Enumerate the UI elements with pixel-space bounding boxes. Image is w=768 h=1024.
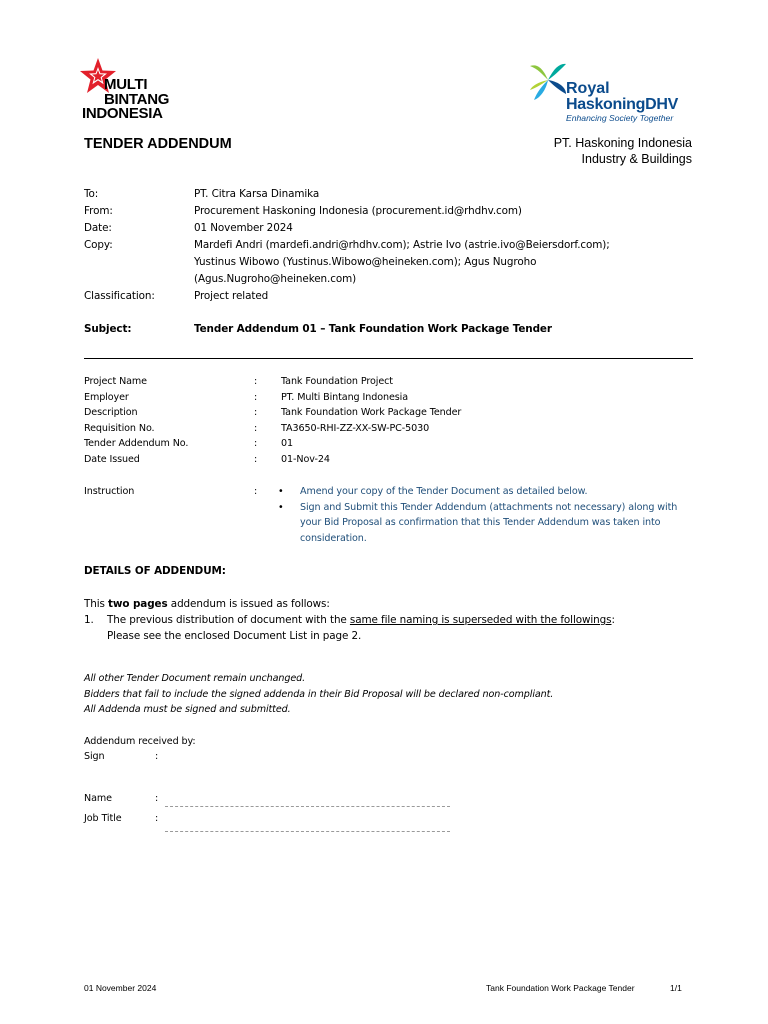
separator-colon: : <box>254 376 258 387</box>
employer-label: Employer <box>84 391 129 403</box>
separator-colon: : <box>254 407 258 418</box>
footer-doc-title: Tank Foundation Work Package Tender <box>486 983 635 993</box>
footer-page-number: 1/1 <box>670 983 682 993</box>
instruction-list <box>276 484 696 546</box>
company-name: PT. Haskoning Indonesia <box>553 136 692 150</box>
note-line-1: All other Tender Document remain unchanged. <box>84 673 306 684</box>
name-label: Name <box>84 793 112 804</box>
section-divider <box>84 358 693 359</box>
project-name-value: Tank Foundation Project <box>281 376 393 387</box>
item-text-pre: The previous distribution of document with the <box>107 614 350 626</box>
to-value: PT. Citra Karsa Dinamika <box>194 188 320 200</box>
item-number: 1. <box>84 614 94 626</box>
classification-label: Classification: <box>84 290 155 302</box>
date-issued-label: Date Issued <box>84 454 140 465</box>
logo-text-multi: MULTI <box>104 76 148 93</box>
description-label: Description <box>84 407 138 418</box>
instruction-text-2-line-2: your Bid Proposal as confirmation that this Tender Addendum was taken into <box>300 517 661 528</box>
copy-line-3: (Agus.Nugroho@heineken.com) <box>194 273 357 285</box>
to-label: To: <box>84 188 99 200</box>
job-title-label: Job Title <box>84 813 122 824</box>
instruction-label: Instruction <box>84 486 135 497</box>
addendum-no-value: 01 <box>281 438 294 449</box>
division-name: Industry & Buildings <box>581 152 692 166</box>
instruction-text-2-line-1: Sign and Submit this Tender Addendum (attachments not necessary) along with <box>300 501 678 513</box>
separator-colon: : <box>254 486 258 497</box>
subject-value: Tender Addendum 01 – Tank Foundation Work Package Tender <box>194 323 552 335</box>
separator-colon: : <box>254 438 258 449</box>
separator-colon: : <box>155 813 159 824</box>
footer-date: 01 November 2024 <box>84 983 157 993</box>
separator-colon: : <box>155 751 159 762</box>
instruction-text-1: Amend your copy of the Tender Document as detailed below. <box>300 486 588 497</box>
item-text-post: : <box>611 614 615 626</box>
document-title: TENDER ADDENDUM <box>84 136 232 152</box>
project-name-label: Project Name <box>84 376 147 387</box>
employer-value: PT. Multi Bintang Indonesia <box>281 391 408 403</box>
item-line-1 <box>107 612 615 629</box>
separator-colon: : <box>254 454 258 465</box>
description-value: Tank Foundation Work Package Tender <box>281 407 462 418</box>
logo-text-indonesia: INDONESIA <box>82 105 163 122</box>
from-value: Procurement Haskoning Indonesia (procurement.id@rhdhv.com) <box>194 205 522 217</box>
logo-text-haskoningdhv: HaskoningDHV <box>566 96 678 113</box>
date-issued-value: 01-Nov-24 <box>281 454 330 465</box>
copy-line-1: Mardefi Andri (mardefi.andri@rhdhv.com); Astrie Ivo (astrie.ivo@Beiersdorf.com); <box>194 239 610 251</box>
bullet-icon: • <box>278 501 284 513</box>
logo-tagline: Enhancing Society Together <box>566 113 674 123</box>
details-heading: DETAILS OF ADDENDUM: <box>84 565 226 577</box>
instruction-item <box>276 500 696 547</box>
requisition-label: Requisition No. <box>84 422 155 434</box>
sign-label: Sign <box>84 751 105 762</box>
bullet-icon: • <box>278 486 284 497</box>
instruction-text-2-line-3: consideration. <box>300 532 367 544</box>
subject-label: Subject: <box>84 323 132 335</box>
note-line-2: Bidders that fail to include the signed addenda in their Bid Proposal will be declared non-compliant. <box>84 689 554 700</box>
date-value: 01 November 2024 <box>194 222 293 234</box>
separator-colon: : <box>254 391 258 403</box>
item-text-underlined: same file naming is superseded with the followings <box>349 614 612 626</box>
logo-text-royal: Royal <box>566 80 610 97</box>
from-label: From: <box>84 205 113 217</box>
separator-colon: : <box>155 793 159 804</box>
classification-value: Project related <box>194 290 269 302</box>
date-label: Date: <box>84 222 112 234</box>
logo-text-bintang: BINTANG <box>104 91 170 108</box>
note-line-3: All Addenda must be signed and submitted. <box>84 704 291 715</box>
copy-line-2: Yustinus Wibowo (Yustinus.Wibowo@heineken.com); Agus Nugroho <box>194 256 537 268</box>
details-intro-bold: two pages <box>108 598 168 610</box>
multi-bintang-logo <box>78 56 188 122</box>
instruction-item <box>276 484 696 500</box>
details-intro <box>84 596 330 613</box>
receipt-heading: Addendum received by: <box>84 736 196 747</box>
requisition-value: TA3650-RHI-ZZ-XX-SW-PC-5030 <box>281 422 430 434</box>
separator-colon: : <box>254 422 258 434</box>
rhdhv-emblem-icon <box>528 60 568 102</box>
item-line-2: Please see the enclosed Document List in page 2. <box>107 630 362 642</box>
addendum-no-label: Tender Addendum No. <box>84 438 189 449</box>
copy-label: Copy: <box>84 239 113 251</box>
job-title-signature-line[interactable] <box>165 831 450 832</box>
details-intro-pre: This <box>84 598 109 610</box>
details-intro-post: addendum is issued as follows: <box>167 598 330 610</box>
royal-haskoningdhv-logo <box>528 60 698 130</box>
name-signature-line[interactable] <box>165 806 450 807</box>
